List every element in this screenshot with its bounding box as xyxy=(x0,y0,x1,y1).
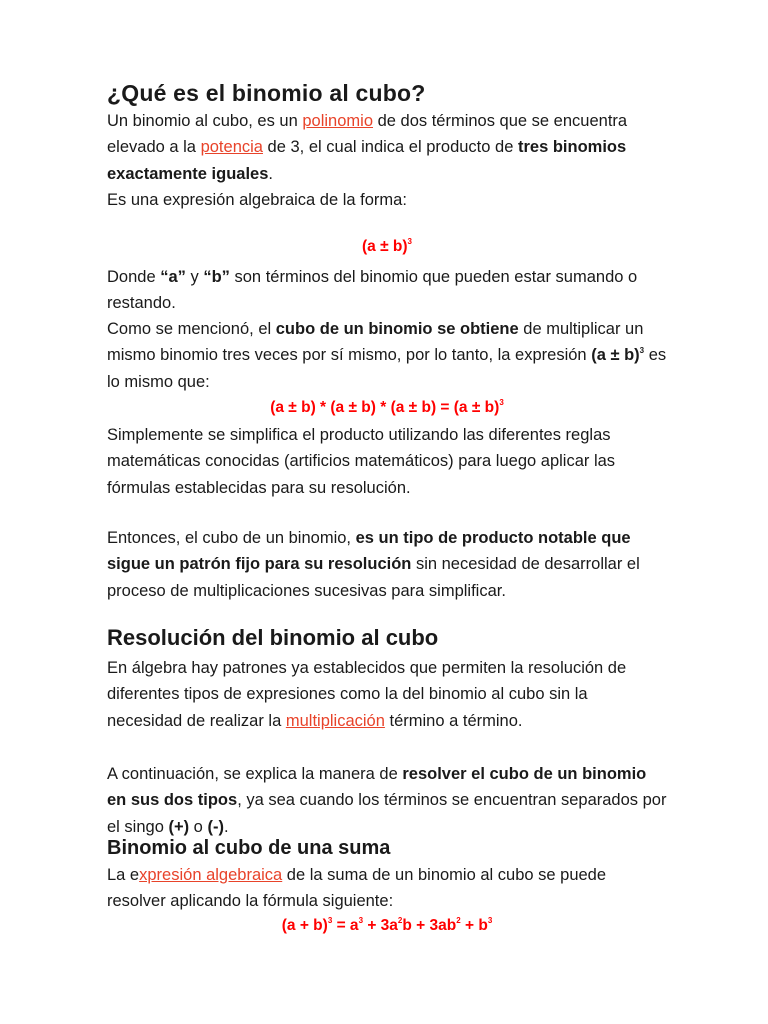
bold-text: tres binomios exactamente iguales xyxy=(107,138,627,183)
text-run: de la suma de un binomio al cubo se puede resolver aplicando la fórmula siguiente: xyxy=(107,866,607,911)
link-potencia[interactable]: potencia xyxy=(200,138,263,157)
text-run: La e xyxy=(107,866,140,884)
text-run: . xyxy=(223,817,229,836)
heading-binomio-suma: Binomio al cubo de una suma xyxy=(107,837,391,859)
plus-sign: (+) xyxy=(168,817,190,836)
text-run: es lo mismo que: xyxy=(107,346,667,391)
heading-que-es-binomio: ¿Qué es el binomio al cubo? xyxy=(107,80,426,106)
paragraph-simplify: Simplemente se simplifica el producto utilizando las diferentes reglas matemáticas conocidas (artificios matemáticos) para luego aplicar las fórmulas establecidas para su resolución. xyxy=(107,426,616,497)
text-run: En álgebra hay patrones ya establecidos que permiten la resolución de diferentes tipos de expresiones como la del binomio al cubo sin la necesidad de realizar la xyxy=(107,659,627,730)
formula-text: = a xyxy=(332,917,359,934)
link-polinomio[interactable]: polinomio xyxy=(302,112,373,130)
inline-expression: (a ± b) xyxy=(591,346,640,365)
formula-text: (a + b) xyxy=(281,917,328,934)
text-run: término a término. xyxy=(384,711,523,730)
bold-text: “b” xyxy=(203,268,230,286)
formula-text: (a ± b) xyxy=(362,238,408,255)
link-multiplicacion[interactable]: multiplicación xyxy=(285,711,385,730)
paragraph-definition xyxy=(107,108,667,187)
text-run: de dos términos que se encuentra elevado a la xyxy=(107,112,628,157)
formula-text: b + 3ab xyxy=(402,917,457,934)
exponent: 2 xyxy=(397,916,403,925)
formula-text: + b xyxy=(460,917,488,934)
text-run: Entonces, el cubo de un binomio, xyxy=(107,529,356,547)
paragraph-terms xyxy=(107,264,667,317)
formula-text: (a ± b) * (a ± b) * (a ± b) = (a ± b) xyxy=(270,399,500,416)
text-run: sin necesidad de desarrollar el proceso de multiplicaciones sucesivas para simplificar. xyxy=(107,555,640,600)
text-run: son términos del binomio que pueden estar sumando o restando. xyxy=(107,268,638,313)
text-run: Donde xyxy=(107,268,161,286)
exponent: 3 xyxy=(639,346,645,356)
exponent: 2 xyxy=(456,916,461,925)
exponent: 3 xyxy=(499,398,504,407)
paragraph-producto-notable xyxy=(107,525,667,604)
exponent: 3 xyxy=(358,916,364,925)
text-run: o xyxy=(189,817,208,836)
paragraph-two-types xyxy=(107,761,667,840)
bold-text: es un tipo de producto notable que sigue un patrón fijo para su resolución xyxy=(107,529,631,574)
formula-suma-cubo xyxy=(107,917,667,935)
exponent: 3 xyxy=(327,916,333,925)
text-run: y xyxy=(185,268,204,286)
paragraph-expression-form: Es una expresión algebraica de la forma: xyxy=(107,191,407,209)
paragraph-patterns xyxy=(107,655,667,734)
exponent: 3 xyxy=(407,237,412,246)
exponent: 3 xyxy=(487,916,493,925)
heading-resolucion: Resolución del binomio al cubo xyxy=(107,625,439,650)
bold-text: “a” xyxy=(160,268,186,286)
paragraph-cube-explanation xyxy=(107,316,667,395)
bold-text: cubo de un binomio se obtiene xyxy=(275,320,519,338)
bold-text: resolver el cubo de un binomio en sus dos tipos xyxy=(107,765,647,810)
paragraph-suma-formula-intro xyxy=(107,862,667,915)
formula-product-expansion xyxy=(107,399,667,417)
text-run: de multiplicar un mismo binomio tres veces por sí mismo, por lo tanto, la expresión xyxy=(107,320,644,365)
text-run: , ya sea cuando los términos se encuentran separados por el singo xyxy=(107,791,667,836)
minus-sign: (-) xyxy=(207,817,224,836)
text-run: . xyxy=(268,164,274,183)
formula-binomio-cubo xyxy=(107,238,667,256)
formula-text: + 3a xyxy=(363,917,398,934)
text-run: Un binomio al cubo, es un xyxy=(107,112,303,130)
text-run: A continuación, se explica la manera de xyxy=(107,765,403,783)
text-run: de 3, el cual indica el producto de xyxy=(262,138,518,157)
text-run: Como se mencionó, el xyxy=(107,320,276,338)
link-expresion-algebraica[interactable]: xpresión algebraica xyxy=(139,866,283,884)
